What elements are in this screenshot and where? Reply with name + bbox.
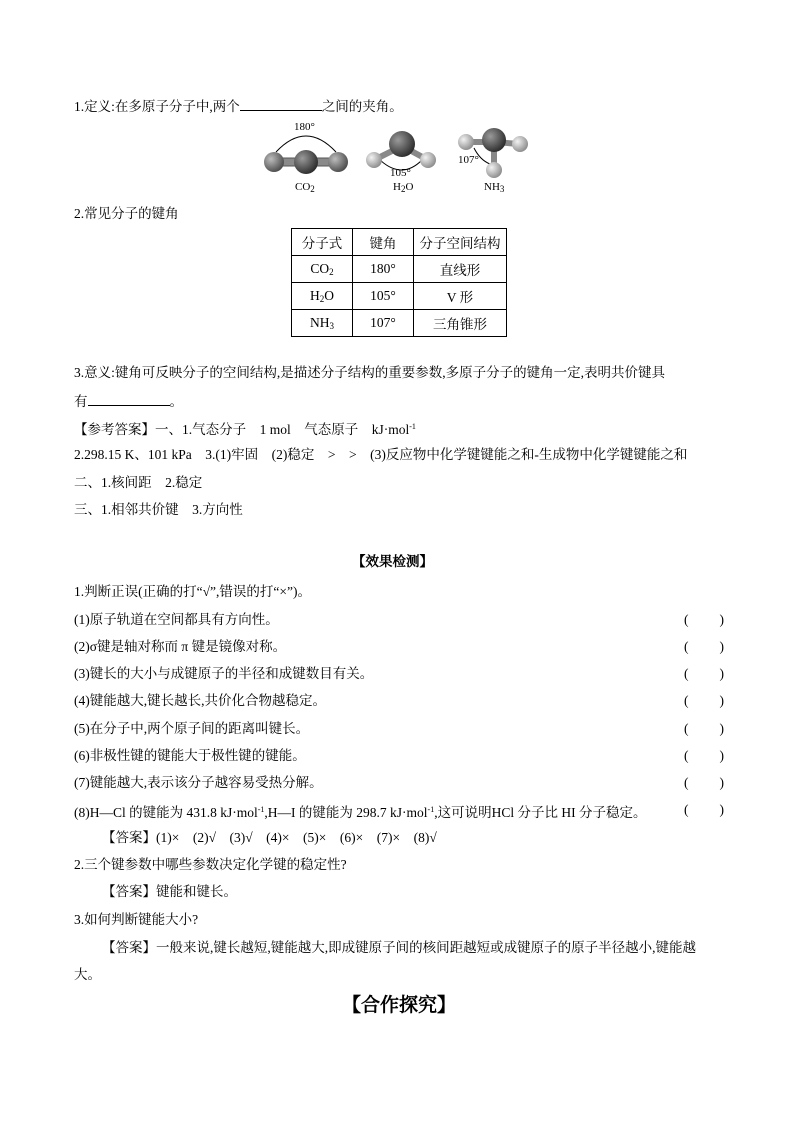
carbon-atom <box>294 150 318 174</box>
answer-parentheses: ( ) <box>684 693 724 708</box>
table-cell-formula: $CO_2$ <box>292 256 353 283</box>
meaning-line-2: 有 。 <box>74 391 183 411</box>
definition-line <box>74 96 403 116</box>
reference-answer-line-1: 【参考答案】一、1.气态分子 1 mol 气态原子 kJ·mol$^{-1}$ <box>74 422 416 437</box>
co2-label: $CO_2$ <box>295 181 315 194</box>
judgment-item: (2)σ键是轴对称而 π 键是镜像对称。 <box>74 639 287 654</box>
table-header: 分子式 <box>292 229 353 256</box>
table-cell-formula: $H_2O$ <box>292 283 353 310</box>
judgment-item: (5)在分子中,两个原子间的距离叫键长。 <box>74 721 310 736</box>
judgment-item: (4)键能越大,键长越长,共价化合物越稳定。 <box>74 693 326 708</box>
table-cell-shape: V 形 <box>414 283 507 310</box>
answer-parentheses: ( ) <box>684 639 724 654</box>
answer-3-line-2: 大。 <box>74 967 101 982</box>
answer-parentheses: ( ) <box>684 721 724 736</box>
table-cell-shape: 直线形 <box>414 256 507 283</box>
answer-parentheses: ( ) <box>684 802 724 817</box>
bond-angle-table <box>291 228 507 337</box>
question-2: 2.三个键参数中哪些参数决定化学键的稳定性? <box>74 857 347 872</box>
reference-answer-line-4: 三、1.相邻共价键 3.方向性 <box>74 502 243 517</box>
common-angles-title: 2.常见分子的键角 <box>74 206 179 221</box>
effect-check-title: 【效果检测】 <box>352 554 433 569</box>
oxygen-atom <box>389 131 415 157</box>
answer-parentheses: ( ) <box>684 666 724 681</box>
judgment-item: (6)非极性键的键能大于极性键的键能。 <box>74 748 306 763</box>
h2o-label: $H_2O$ <box>393 181 414 194</box>
answer-3-line-1: 【答案】一般来说,键长越短,键能越大,即成键原子间的核间距越短或成键原子的原子半径越小,键能越 <box>102 940 696 955</box>
nh3-label: $NH_3$ <box>484 181 505 194</box>
definition-prefix: 1.定义:在多原子分子中,两个 <box>74 99 240 114</box>
definition-blank <box>240 96 322 111</box>
hydrogen-atom <box>486 162 502 178</box>
h2o-angle-label: 105° <box>390 167 411 179</box>
judgment-item: (3)键长的大小与成键原子的半径和成键数目有关。 <box>74 666 374 681</box>
h2o-model <box>366 131 436 170</box>
answer-parentheses: ( ) <box>684 612 724 627</box>
definition-suffix: 之间的夹角。 <box>321 99 403 114</box>
table-cell-formula: $NH_3$ <box>292 310 353 337</box>
table-cell-angle: 180° <box>353 256 414 283</box>
reference-answer-line-3: 二、1.核间距 2.稳定 <box>74 475 203 490</box>
answer-2: 【答案】键能和键长。 <box>102 884 237 899</box>
table-row <box>292 283 507 310</box>
judgment-item: (8)H—Cl 的键能为 431.8 kJ·mol$^{-1}$,H—I 的键能为 298.7 kJ·mol$^{-1}$,这可说明HCl 分子比 HI 分子稳定。 <box>74 805 647 820</box>
table-header: 分子空间结构 <box>414 229 507 256</box>
oxygen-atom <box>264 152 284 172</box>
table-cell-shape: 三角锥形 <box>414 310 507 337</box>
table-header: 键角 <box>353 229 414 256</box>
meaning-blank <box>88 391 170 406</box>
table-cell-angle: 105° <box>353 283 414 310</box>
nh3-angle-label: 107° <box>458 154 479 166</box>
question-3: 3.如何判断键能大小? <box>74 912 199 927</box>
co2-model <box>264 136 348 174</box>
bond-angle-figure <box>262 120 532 196</box>
hydrogen-atom <box>512 136 528 152</box>
co2-angle-label: 180° <box>294 121 315 133</box>
nitrogen-atom <box>482 128 506 152</box>
table-cell-angle: 107° <box>353 310 414 337</box>
answer-parentheses: ( ) <box>684 775 724 790</box>
meaning-line-1: 3.意义:键角可反映分子的空间结构,是描述分子结构的重要参数,多原子分子的键角一定,表明共价键具 <box>74 365 665 380</box>
judgment-item: (1)原子轨道在空间都具有方向性。 <box>74 612 279 627</box>
answer-1: 【答案】(1)× (2)√ (3)√ (4)× (5)× (6)× (7)× (8)√ <box>102 830 437 845</box>
table-row <box>292 310 507 337</box>
cooperative-inquiry-title: 【合作探究】 <box>342 995 457 1016</box>
hydrogen-atom <box>458 134 474 150</box>
table-row <box>292 256 507 283</box>
answer-parentheses: ( ) <box>684 748 724 763</box>
table-header-row <box>292 229 507 256</box>
judgment-item: (7)键能越大,表示该分子越容易受热分解。 <box>74 775 323 790</box>
hydrogen-atom <box>366 152 382 168</box>
hydrogen-atom <box>420 152 436 168</box>
question-1-title: 1.判断正误(正确的打“√”,错误的打“×”)。 <box>74 584 311 599</box>
reference-answer-line-2: 2.298.15 K、101 kPa 3.(1)牢固 (2)稳定 > > (3)反应物中化学键键能之和-生成物中化学键键能之和 <box>74 447 688 462</box>
oxygen-atom <box>328 152 348 172</box>
